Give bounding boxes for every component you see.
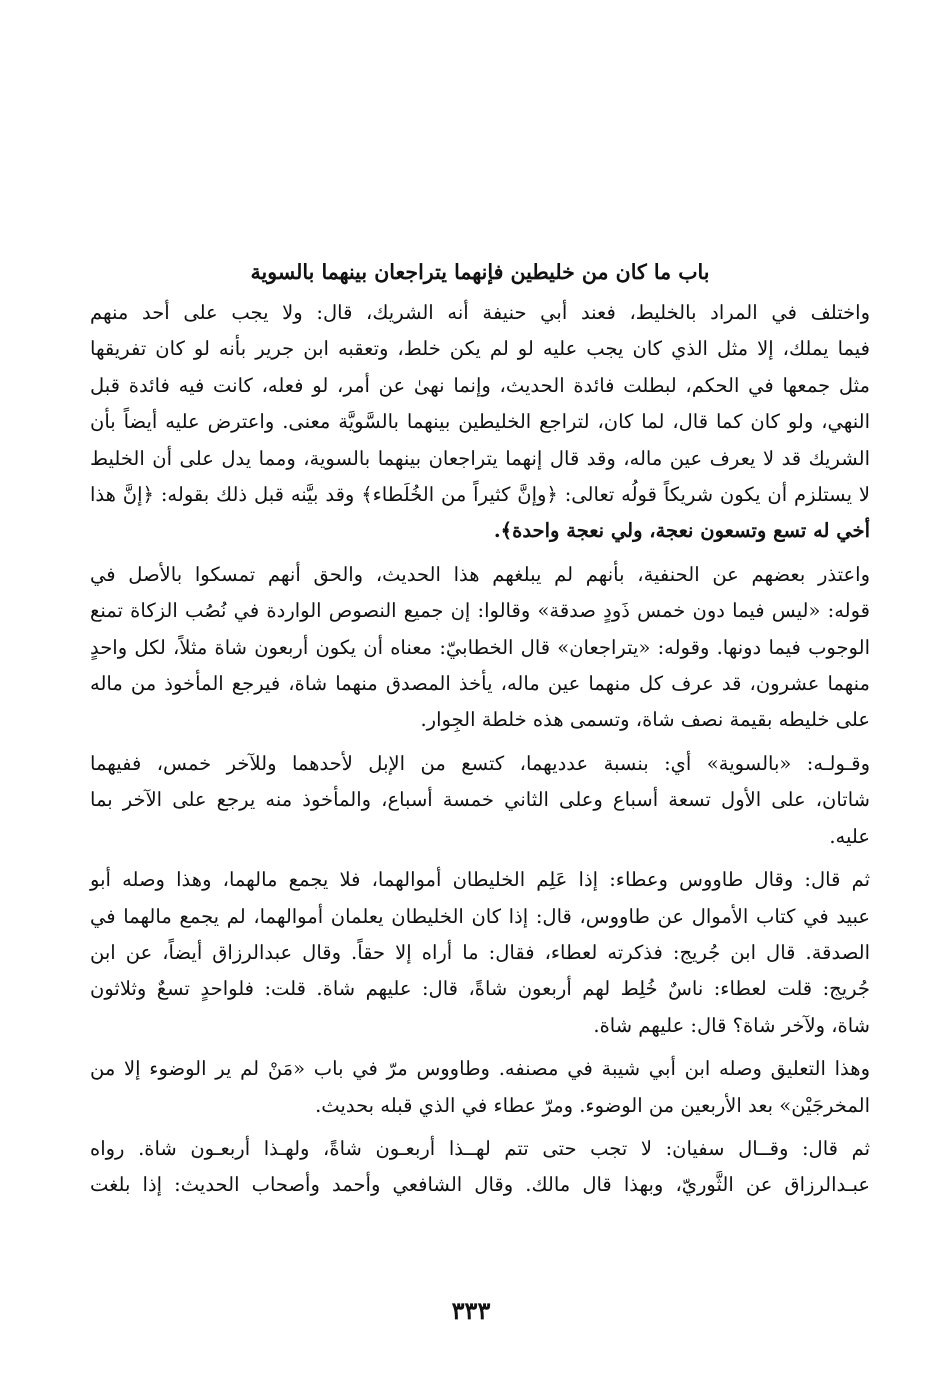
text-line: واعتذر بعضهم عن الحنفية، بأنهم لم يبلغهم هذا الحديث، والحق أنهم تمسكوا بالأصل في [90, 562, 870, 586]
text-line: جُريج: قلت لعطاء: ناسٌ خُلِط لهم أربعون شاةً، قال: عليهم شاة. قلت: فلواحدٍ تسعٌ وثلاثون [90, 977, 870, 1001]
page-content [90, 254, 870, 1211]
paragraph-4 [90, 862, 870, 1044]
text-line: النهي، ولو كان كما قال، لما كان، لتراجع الخليطين بينهما بالسَّويَّة معنى. واعترض عليه أيضاً بأن [90, 410, 870, 434]
chapter-heading: باب ما كان من خليطين فإنهما يتراجعان بينهما بالسوية [250, 260, 710, 284]
text-line: الوجوب فيما دونها. وقوله: «يتراجعان» قال الخطابيّ: معناه أن يكون أربعون شاة مثلاً، لكل واحدٍ [90, 635, 870, 659]
paragraph-6 [90, 1131, 870, 1204]
paragraph-5 [90, 1051, 870, 1124]
text-line: ثم قال: وقال طاووس وعطاء: إذا عَلِم الخليطان أموالهما، فلا يجمع مالهما، وهذا وصله أبو [90, 868, 870, 892]
text-line: الشريك قد لا يعرف عين ماله، وقد قال إنهما يتراجعان بينهما بالسوية، ومما يدل على أن الخليط [90, 446, 870, 470]
text-line: ثم قال: وقــال سفيان: لا تجب حتى تتم لهــذا أربعـون شاةً، ولهـذا أربعـون شاة. رواه [90, 1136, 870, 1160]
paragraph-2 [90, 557, 870, 739]
text-line: وقـولـه: «بالسوية» أي: بنسبة عدديهما، كتسع من الإبل لأحدهما وللآخر خمس، ففيهما [90, 751, 870, 775]
text-line: واختلف في المراد بالخليط، فعند أبي حنيفة أنه الشريك، قال: ولا يجب على أحد منهم [90, 301, 870, 324]
text-line: وهذا التعليق وصله ابن أبي شيبة في مصنفه. وطاووس مرّ في باب «مَنْ لم ير الوضوء إلا من [90, 1057, 870, 1081]
text-line: عبيد في كتاب الأموال عن طاووس، قال: إذا كان الخليطان يعلمان أموالهما، لم يجمع مالهما في [90, 904, 870, 928]
page-number: ٣٣٣ [451, 1296, 491, 1325]
paragraph-1 [90, 295, 870, 550]
text-line: مثل جمعها في الحكم، لبطلت فائدة الحديث، وإنما نهىٰ عن أمر، لو فعله، كانت فيه فائدة قبل [90, 373, 870, 397]
quran-quote-line: أخي له تسع وتسعون نعجة، ولي نعجة واحدة﴾. [493, 519, 870, 543]
text-line: شاة، ولآخر شاة؟ قال: عليهم شاة. [593, 1013, 870, 1037]
text-line: المخرجَيْن» بعد الأربعين من الوضوء. ومرّ عطاء في الذي قبله بحديث. [315, 1093, 870, 1117]
text-line: لا يستلزم أن يكون شريكاً قولُه تعالى: ﴿وإنَّ كثيراً من الخُلَطاء﴾ وقد بيَّنه قبل ذلك بقوله: ﴿إنَّ هذا [90, 483, 870, 507]
text-line: على خليطه بقيمة نصف شاة، وتسمى هذه خلطة الجِوار. [420, 708, 870, 732]
paragraph-3 [90, 746, 870, 855]
text-line: عليه. [829, 824, 870, 848]
text-line: الصدقة. قال ابن جُريج: فذكرته لعطاء، فقال: ما أراه إلا حقاً. وقال عبدالرزاق أيضاً، عن ابن [90, 940, 870, 964]
text-line: شاتان، على الأول تسعة أسباع وعلى الثاني خمسة أسباع، والمأخوذ منه يرجع على الآخر بما [90, 788, 870, 812]
text-line: منهما عشرون، قد عرف كل منهما عين ماله، يأخذ المصدق منهما شاة، فيرجع المأخوذ من ماله [90, 672, 870, 696]
text-line: فيما يملك، إلا مثل الذي كان يجب عليه لو لم يكن خلط، وتعقبه ابن جرير بأنه لو كان تفريقها [90, 337, 870, 361]
text-line: عبـدالرزاق عن الثَّوريّ، وبهذا قال مالك. وقال الشافعي وأحمد وأصحاب الحديث: إذا بلغت [90, 1173, 870, 1197]
text-line: قوله: «ليس فيما دون خمس ذَودٍ صدقة» وقالوا: إن جميع النصوص الواردة في نُصُب الزكاة تمنع [90, 599, 870, 623]
